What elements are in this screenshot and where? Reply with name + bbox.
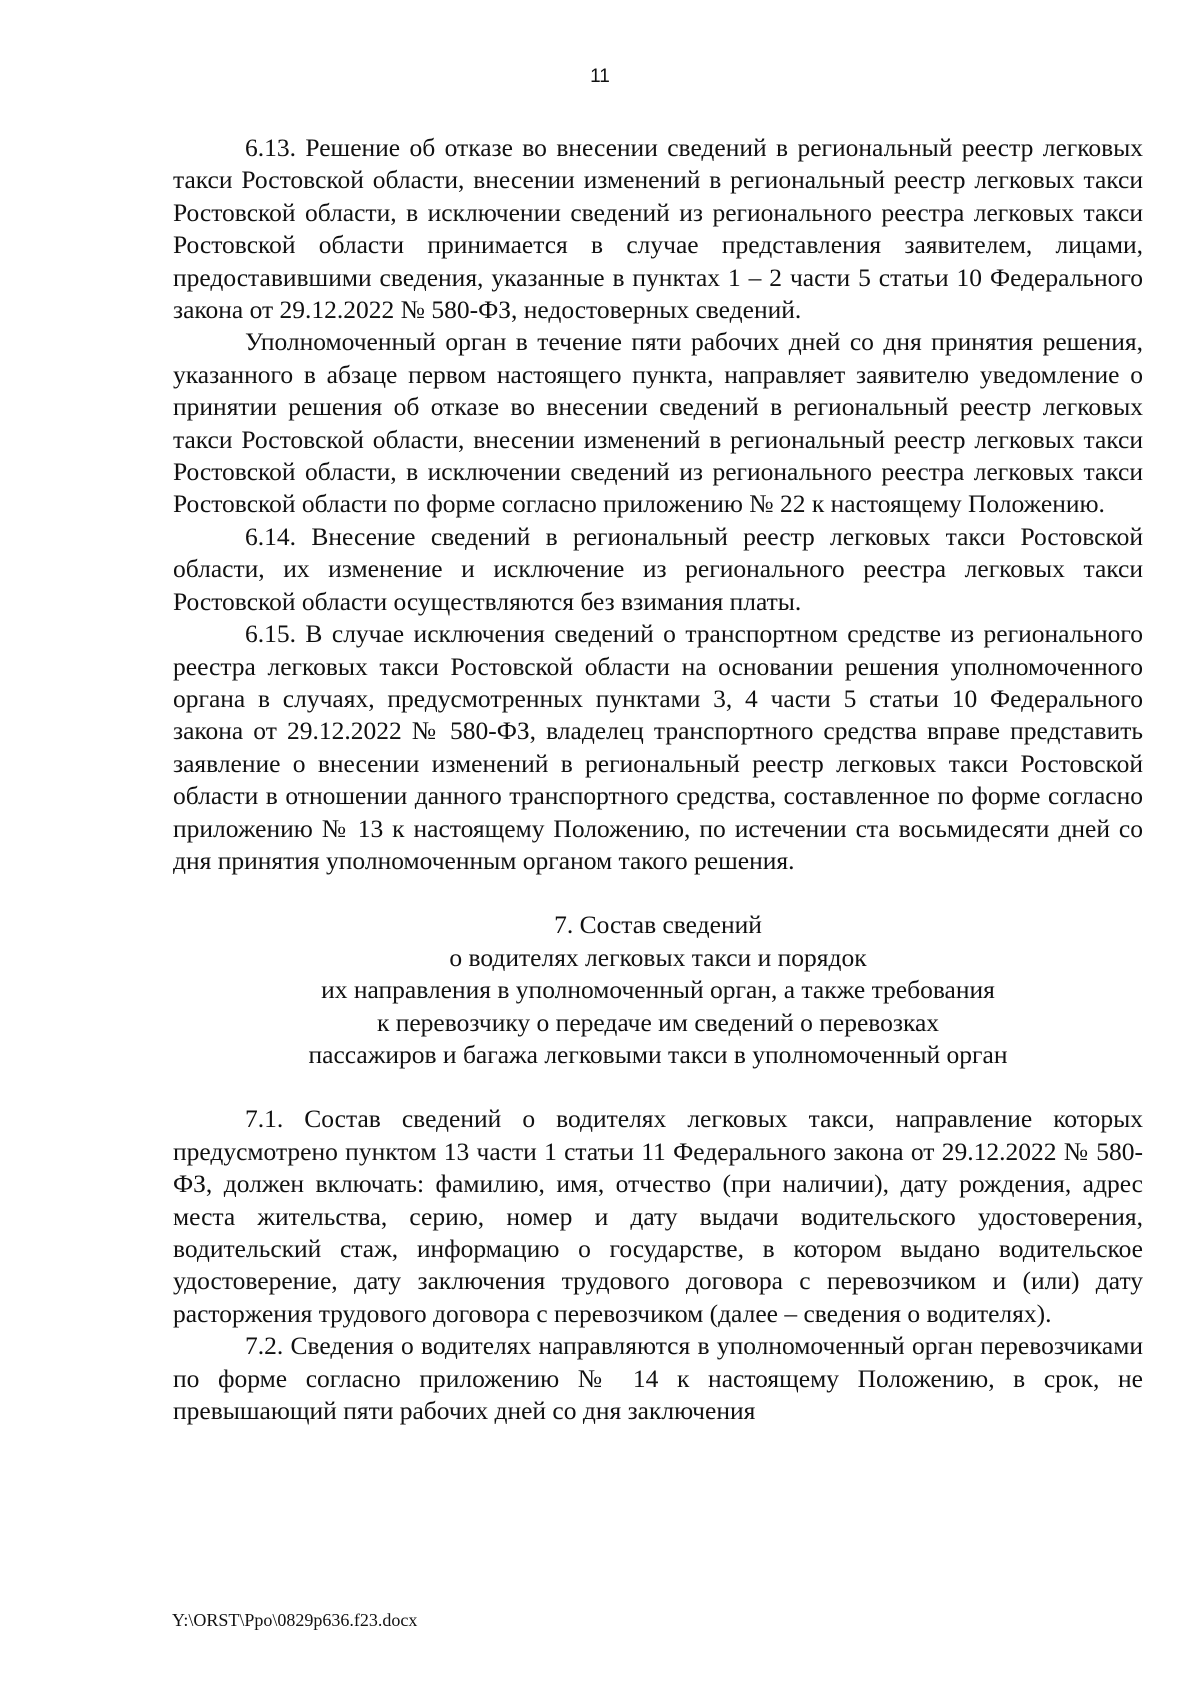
paragraph-6-15: 6.15. В случае исключения сведений о транспортном средстве из регионального реестра легковых такси Ростовской области на основании решения уполномоченного органа в случаях, предусмотренных пунктами 3, 4 части 5 статьи 10 Федерального закона от 29.12.2022 № 580-ФЗ, владелец транспортного средства вправе представить заявление о внесении изменений в региональный реестр легковых такси Ростовской области в отношении данного транспортного средства, составленное по форме согласно приложению № 13 к настоящему Положению, по истечении ста восьмидесяти дней со дня принятия уполномоченным органом такого решения. [173,619,1143,875]
section-7-heading [173,909,1143,1071]
section-heading-line: к перевозчику о передаче им сведений о перевозках [376,1007,940,1037]
paragraph-6-13: 6.13. Решение об отказе во внесении сведений в региональный реестр легковых такси Ростовской области, внесении изменений в региональный реестр легковых такси Ростовской области, в исключении сведений из регионального реестра легковых такси Ростовской области принимается в случае представления заявителем, лицами, предоставившими сведения, указанные в пунктах 1 – 2 части 5 статьи 10 Федерального закона от 29.12.2022 № 580-ФЗ, недостоверных сведений. [173,133,1143,325]
section-heading-line: их направления в уполномоченный орган, а также требования [321,975,995,1005]
paragraph-7-1: 7.1. Состав сведений о водителях легковых такси, направление которых предусмотрено пунктом 13 части 1 статьи 11 Федерального закона от 29.12.2022 № 580-ФЗ, должен включать: фамилию, имя, отчество (при наличии), дату рождения, адрес места жительства, серию, номер и дату выдачи водительского удостоверения, водительский стаж, информацию о государстве, в котором выдано водительское удостоверение, дату заключения трудового договора с перевозчиком и (или) дату расторжения трудового договора с перевозчиком (далее – сведения о водителях). [173,1104,1143,1328]
section-heading-line: пассажиров и багажа легковыми такси в уполномоченный орган [308,1039,1008,1069]
page-number: 11 [590,66,610,87]
section-heading-line: 7. Состав сведений [554,910,762,940]
paragraph-6-13-notice: Уполномоченный орган в течение пяти рабочих дней со дня принятия решения, указанного в абзаце первом настоящего пункта, направляет заявителю уведомление о принятии решения об отказе во внесении сведений в региональный реестр легковых такси Ростовской области, внесении изменений в региональный реестр легковых такси Ростовской области, в исключении сведений из регионального реестра легковых такси Ростовской области по форме согласно приложению № 22 к настоящему Положению. [173,327,1143,519]
footer-file-path: Y:\ORST\Ppo\0829p636.f23.docx [172,1610,418,1630]
section-heading-line: о водителях легковых такси и порядок [449,942,867,972]
paragraph-7-2: 7.2. Сведения о водителях направляются в уполномоченный орган перевозчиками по форме согласно приложению № 14 к настоящему Положению, в срок, не превышающий пяти рабочих дней со дня заключения [173,1331,1143,1426]
document-body [173,132,1143,1427]
paragraph-6-14: 6.14. Внесение сведений в региональный реестр легковых такси Ростовской области, их изменение и исключение из регионального реестра легковых такси Ростовской области осуществляются без взимания платы. [173,521,1143,616]
